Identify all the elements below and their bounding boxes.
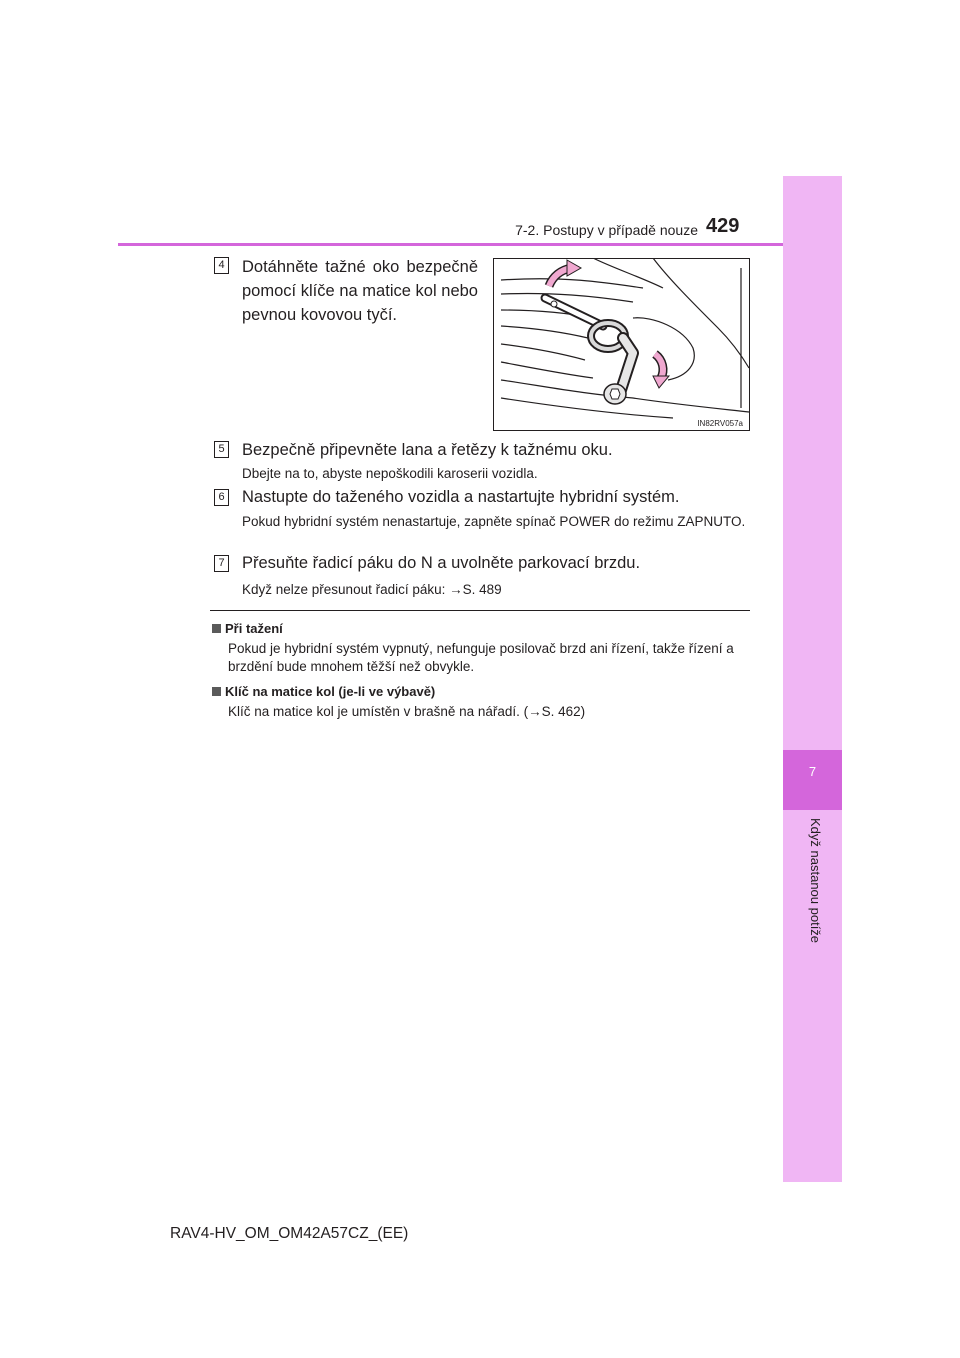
note-heading-text: Při tažení bbox=[225, 621, 283, 636]
wheel-wrench-illustration bbox=[493, 258, 750, 431]
illustration-code: IN82RV057a bbox=[697, 419, 743, 428]
step-instruction: Přesuňte řadicí páku do N a uvolněte parkovací brzdu. bbox=[242, 554, 641, 572]
step-instruction: Nastupte do taženého vozidla a nastartujte hybridní systém. bbox=[242, 488, 680, 506]
document-code: RAV4-HV_OM_OM42A57CZ_(EE) bbox=[170, 1225, 409, 1242]
illustration-drawing bbox=[493, 258, 750, 431]
chapter-number: 7 bbox=[808, 764, 817, 779]
chapter-side-tab bbox=[783, 176, 842, 1182]
square-bullet-icon bbox=[212, 687, 221, 696]
chapter-title: Když nastanou potíže bbox=[808, 818, 823, 944]
header-rule bbox=[118, 243, 783, 246]
note-body: Pokud je hybridní systém vypnutý, nefunguje posilovač brzd ani řízení, takže řízení a brzdění bude mnohem těžší než obvykle. bbox=[228, 641, 734, 674]
step-number-badge: 4 bbox=[214, 257, 229, 274]
note-body: Klíč na matice kol je umístěn v brašně na nářadí. (→S. 462) bbox=[228, 704, 586, 719]
step-note: Pokud hybridní systém nenastartuje, zapněte spínač POWER do režimu ZAPNUTO. bbox=[242, 514, 746, 529]
note-heading-text: Klíč na matice kol (je-li ve výbavě) bbox=[225, 684, 436, 699]
step-number-badge: 5 bbox=[214, 441, 229, 458]
step-instruction: Dotáhněte tažné oko bezpečně pomocí klíče na matice kol nebo pevnou kovovou tyčí. bbox=[242, 258, 478, 324]
notes-divider bbox=[210, 610, 750, 611]
page-number: 429 bbox=[706, 215, 740, 237]
square-bullet-icon bbox=[212, 624, 221, 633]
note-heading bbox=[212, 684, 435, 699]
step-number-badge: 6 bbox=[214, 489, 229, 506]
step-note: Dbejte na to, abyste nepoškodili karoserii vozidla. bbox=[242, 466, 538, 481]
chapter-tab-active-marker bbox=[783, 750, 842, 810]
note-heading bbox=[212, 621, 283, 636]
section-title: 7-2. Postupy v případě nouze bbox=[515, 222, 698, 238]
step-instruction: Bezpečně připevněte lana a řetězy k tažnému oku. bbox=[242, 441, 613, 459]
step-number-badge: 7 bbox=[214, 555, 229, 572]
step-note: Když nelze přesunout řadicí páku: →S. 489 bbox=[242, 582, 502, 597]
